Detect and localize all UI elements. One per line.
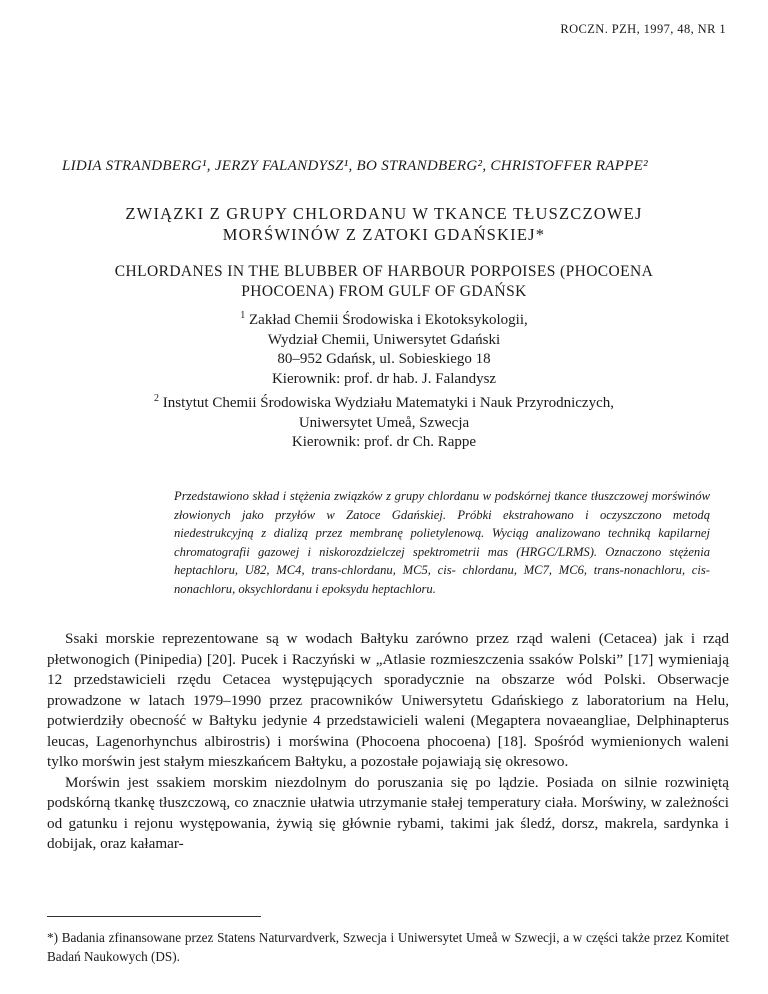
footnote-divider bbox=[47, 916, 261, 917]
body-paragraph-1: Ssaki morskie reprezentowane są w wodach Bałtyku zarówno przez rząd waleni (Cetacea) jak i rząd płetwonogich (Pinipedia) [20]. Pucek i Raczyński w „Atlasie rozmieszczenia ssaków Polski” [17] wymieniają 12 przedstawicieli rzędu Cetacea występujących sporadycznie na obszarze wód Polski. Obserwacje prowadzone w latach 1979–1990 przez pracowników Uniwersytetu Gdańskiego z laboratorium na Helu, potwierdziły obecność w Bałtyku jedynie 4 przedstawicieli waleni (Megaptera novaeangliae, Delphinapterus leucas, Lagenorhynchus albirostris) i morświna (Phocoena phocoena) [18]. Spośród wymienionych waleni tylko morświn jest stałym mieszkańcem Bałtyku, a pozostałe pojawiają się okresowo. bbox=[47, 630, 729, 770]
affiliation-text: Uniwersytet Umeå, Szwecja bbox=[298, 414, 470, 431]
title-polish bbox=[0, 203, 768, 245]
body-paragraph-2: Morświn jest ssakiem morskim niezdolnym do poruszania się po lądzie. Posiada on silnie rozwiniętą podskórną tkankę tłuszczową, co znacznie ułatwia utrzymanie stałej temperatury ciała. Morświny, w zależności od gatunku i rejonu występowania, żywią się głównie rybami, takimi jak śledź, dorsz, makrela, sardynka i dobijak, oraz kałamar- bbox=[47, 773, 729, 852]
affiliation-text: Wydział Chemii, Uniwersytet Gdański bbox=[267, 331, 501, 348]
affiliation-line bbox=[0, 414, 768, 434]
affiliation-text: Instytut Chemii Środowiska Wydziału Matematyki i Nauk Przyrodniczych, bbox=[162, 395, 614, 411]
affiliation-line bbox=[0, 389, 768, 414]
footnote: *) Badania zfinansowane przez Statens Naturvardverk, Szwecja i Uniwersytet Umeå w Szwecji, a w części także przez Komitet Badań Naukowych (DS). bbox=[47, 930, 729, 964]
body-text bbox=[47, 629, 729, 855]
affiliation-text: Kierownik: prof. dr hab. J. Falandysz bbox=[271, 370, 497, 387]
affiliation-text: Kierownik: prof. dr Ch. Rappe bbox=[291, 434, 477, 450]
title-english-line-2: PHOCOENA) FROM GULF OF GDAŃSK bbox=[241, 283, 527, 300]
title-english-line-1: CHLORDANES IN THE BLUBBER OF HARBOUR PORPOISES (PHOCOENA bbox=[114, 263, 654, 280]
affiliation-line bbox=[0, 370, 768, 390]
affiliation-marker: 1 bbox=[240, 310, 246, 321]
running-head: ROCZN. PZH, 1997, 48, NR 1 bbox=[560, 22, 726, 36]
affiliation-text: 80–952 Gdańsk, ul. Sobieskiego 18 bbox=[277, 351, 491, 367]
author-list: LIDIA STRANDBERG¹, JERZY FALANDYSZ¹, BO STRANDBERG², CHRISTOFFER RAPPE² bbox=[62, 158, 648, 174]
affiliation-line bbox=[0, 331, 768, 351]
affiliation-line bbox=[0, 306, 768, 331]
title-polish-line-1: ZWIĄZKI Z GRUPY CHLORDANU W TKANCE TŁUSZCZOWEJ bbox=[125, 204, 643, 223]
affiliation-marker: 2 bbox=[154, 393, 159, 404]
affiliation-text: Zakład Chemii Środowiska i Ekotoksykologii, bbox=[249, 312, 528, 328]
affiliation-line bbox=[0, 350, 768, 370]
title-english bbox=[0, 262, 768, 302]
title-polish-line-2: MORŚWINÓW Z ZATOKI GDAŃSKIEJ* bbox=[222, 225, 546, 244]
abstract: Przedstawiono skład i stężenia związków z grupy chlordanu w podskórnej tkance tłuszczowej morświnów złowionych jako przyłów w Zatoce Gdańskiej. Próbki ekstrahowano i oczyszczono metodą niedestrukcyjną z dializą przez membranę polietylenową. Wyciąg analizowano techniką kapilarnej chromatografii gazowej i niskorozdzielczej spektrometrii mas (HRGC/LRMS). Oznaczono stężenia heptachloru, U82, MC4, trans-chlordanu, MC5, cis- chlordanu, MC7, MC6, trans-nonachloru, cis-nonachloru, oksychlordanu i epoksydu heptachloru. bbox=[174, 489, 710, 596]
affiliation-line bbox=[0, 433, 768, 453]
affiliations bbox=[0, 306, 768, 453]
